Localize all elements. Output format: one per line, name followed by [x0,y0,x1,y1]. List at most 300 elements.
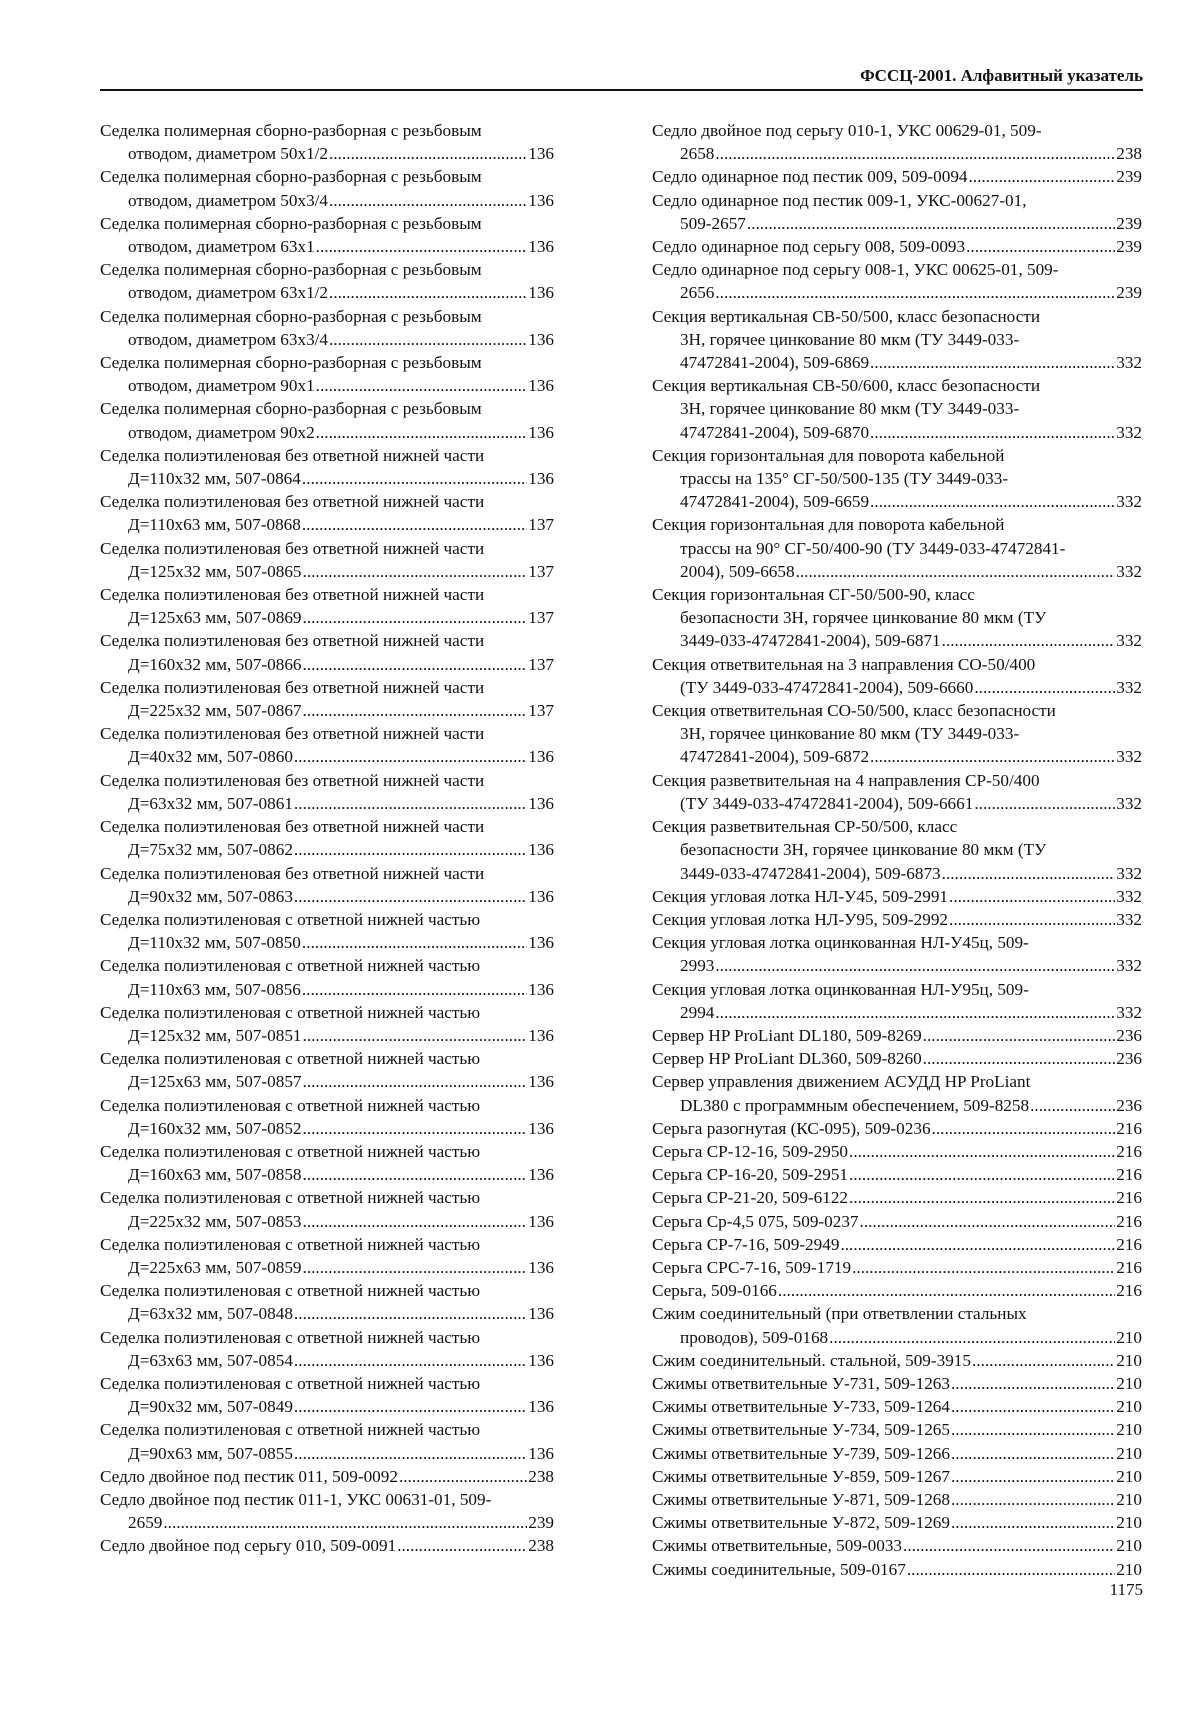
index-entry-text: Сжим соединительный. стальной, 509-3915 [652,1350,971,1370]
index-entry-page: 210 [1116,1397,1142,1417]
dot-leader [951,1465,1115,1488]
index-entry-text: 2004), 509-6658 [680,561,795,581]
index-entry-line [100,1442,554,1465]
index-entry [100,212,554,258]
dot-leader [302,978,527,1001]
index-entry [652,653,1142,699]
index-entry [652,1558,1142,1581]
index-entry-page: 136 [528,979,554,999]
index-entry [652,1302,1142,1348]
dot-leader [294,1302,527,1325]
index-entry-text: Д=75х32 мм, 507-0862 [128,840,293,860]
dot-leader [949,885,1115,908]
index-entry-page: 136 [528,886,554,906]
index-entry [652,815,1142,885]
index-entry-page: 137 [528,515,554,535]
index-entry-line: Седелка полиэтиленовая без ответной нижней части [100,677,485,697]
index-entry-text: Д=160х32 мм, 507-0866 [128,654,302,674]
index-entry-page: 136 [528,793,554,813]
index-entry-page: 332 [1116,909,1142,929]
index-entry-line [652,212,1142,235]
index-entry-page: 137 [528,561,554,581]
dot-leader [302,931,527,954]
index-entry-line [100,421,554,444]
index-entry [652,1372,1142,1395]
index-entry-text: Седло двойное под пестик 011, 509-0092 [100,1466,398,1486]
index-entry-text: 509-2657 [680,213,746,233]
index-entry-page: 136 [528,747,554,767]
index-entry-text: Д=110х32 мм, 507-0850 [128,933,301,953]
index-entry-text: Д=90х32 мм, 507-0863 [128,886,293,906]
index-entry-page: 136 [528,1257,554,1277]
index-entry [652,119,1142,165]
index-entry [652,885,1142,908]
dot-leader [294,1349,527,1372]
index-entry-line: Секция разветвительная СР-50/500, класс [652,817,958,837]
index-entry-text: отводом, диаметром 63х1 [128,237,315,257]
index-entry-page: 332 [1116,353,1142,373]
index-entry-page: 239 [1116,237,1142,257]
index-entry-line: Секция горизонтальная для поворота кабельной [652,515,1005,535]
index-entry-line [652,1465,1142,1488]
index-entry-line [652,1349,1142,1372]
index-entry-text: (ТУ 3449-033-47472841-2004), 509-6661 [680,793,974,813]
index-entry-line [652,1186,1142,1209]
index-entry-line: Секция угловая лотка оцинкованная НЛ-У95ц, 509- [652,979,1029,999]
index-entry-line: Седелка полиэтиленовая с ответной нижней частью [100,909,481,929]
index-entry-text: Д=160х63 мм, 507-0858 [128,1165,302,1185]
index-entry-page: 239 [528,1513,554,1533]
index-entry-line [652,1024,1142,1047]
index-entry [652,1210,1142,1233]
index-entry-line: Седелка полиэтиленовая с ответной нижней частью [100,1420,481,1440]
index-entry-page: 216 [1116,1118,1142,1138]
index-entry-text: 47472841-2004), 509-6659 [680,492,870,512]
dot-leader [932,1117,1116,1140]
dot-leader [829,1326,1115,1349]
index-entry-text: Секция угловая лотка НЛ-У95, 509-2992 [652,909,949,929]
index-entry-text: DL380 с программным обеспечением, 509-8258 [680,1095,1030,1115]
index-entry-text: отводом, диаметром 50х3/4 [128,190,329,210]
index-entry-line [100,281,554,304]
index-entry [100,165,554,211]
index-entry-line: Секция вертикальная СВ-50/500, класс безопасности [652,306,1041,326]
index-entry-line [652,1210,1142,1233]
dot-leader [923,1047,1116,1070]
index-entry-page: 210 [1116,1489,1142,1509]
index-entry-line [100,1256,554,1279]
index-entry-text: отводом, диаметром 50х1/2 [128,144,329,164]
index-entry-page: 238 [528,1466,554,1486]
index-entry-text: Д=125х32 мм, 507-0851 [128,1025,302,1045]
index-entry-text: Сжимы ответвительные У-859, 509-1267 [652,1466,950,1486]
index-entry-line: Седелка полиэтиленовая без ответной нижней части [100,492,485,512]
index-entry-page: 332 [1116,561,1142,581]
dot-leader [972,1349,1115,1372]
dot-leader [303,1070,528,1093]
index-entry-text: Сжимы ответвительные У-739, 509-1266 [652,1443,950,1463]
index-entry [100,119,554,165]
index-entry-line [652,1140,1142,1163]
index-entry-text: (ТУ 3449-033-47472841-2004), 509-6660 [680,677,974,697]
index-entry-text: 2658 [680,144,715,164]
index-entry-text: Д=110х63 мм, 507-0868 [128,515,301,535]
index-entry [100,444,554,490]
index-column-right [652,119,1142,1581]
index-entry-line [100,1465,554,1488]
index-entry-line [652,1047,1142,1070]
index-entry-text: 2656 [680,283,715,303]
index-entry-line: Седелка полиэтиленовая с ответной нижней частью [100,1095,481,1115]
dot-leader [974,676,1115,699]
dot-leader [316,421,528,444]
index-entry-page: 238 [528,1536,554,1556]
index-entry [100,769,554,815]
index-entry-page: 137 [528,701,554,721]
dot-leader [951,1442,1115,1465]
index-entry-line: Седелка полиэтиленовая с ответной нижней частью [100,956,481,976]
index-entry-line: Секция ответвительная СО-50/500, класс безопасности [652,701,1056,721]
index-entry-line [652,1395,1142,1418]
index-entry-line: Седелка полимерная сборно-разборная с резьбовым [100,306,482,326]
index-entry [652,769,1142,815]
index-entry-line: Седелка полиэтиленовая с ответной нижней частью [100,1234,481,1254]
index-entry-line: Секция разветвительная на 4 направления СР-50/400 [652,770,1040,790]
index-entry-page: 216 [1116,1257,1142,1277]
index-entry-page: 216 [1116,1281,1142,1301]
index-entry-text: Серьга СР-16-20, 509-2951 [652,1165,849,1185]
index-entry-line: Седелка полиэтиленовая без ответной нижней части [100,585,485,605]
index-entry [100,1326,554,1372]
dot-leader [860,1210,1116,1233]
dot-leader [329,281,527,304]
index-entry-line [100,328,554,351]
index-entry-page: 210 [1116,1513,1142,1533]
index-entry-text: Серьга Ср-4,5 075, 509-0237 [652,1211,859,1231]
index-entry [652,305,1142,375]
index-entry-line [100,467,554,490]
index-entry-page: 236 [1116,1025,1142,1045]
index-entry [652,1279,1142,1302]
index-entry [652,1256,1142,1279]
dot-leader [870,421,1115,444]
header-title: ФССЦ-2001. Алфавитный указатель [860,66,1143,85]
index-entry-line: 3Н, горячее цинкование 80 мкм (ТУ 3449-033- [680,399,1020,419]
index-entry [652,1442,1142,1465]
index-entry [100,908,554,954]
dot-leader [747,212,1115,235]
index-entry-line [652,1511,1142,1534]
index-entry [652,513,1142,583]
index-entry-line [652,490,1142,513]
dot-leader [942,629,1116,652]
index-entry-line: Седелка полиэтиленовая без ответной нижней части [100,538,485,558]
index-entry-page: 136 [528,329,554,349]
index-entry-line [652,1442,1142,1465]
index-entry-line [652,1488,1142,1511]
index-entry-page: 332 [1116,631,1142,651]
index-entry-line: Седелка полиэтиленовая без ответной нижней части [100,724,485,744]
index-entry [100,1047,554,1093]
index-entry-page: 136 [528,144,554,164]
dot-leader [715,281,1115,304]
index-entry-text: Д=40х32 мм, 507-0860 [128,747,293,767]
index-entry-text: Сервер HP ProLiant DL360, 509-8260 [652,1049,922,1069]
dot-leader [303,1163,528,1186]
index-entry-page: 136 [528,376,554,396]
index-entry-text: 2993 [680,956,715,976]
index-entry [652,583,1142,653]
dot-leader [303,1024,528,1047]
index-entry-line [652,1163,1142,1186]
index-entry [100,351,554,397]
index-entry-page: 137 [528,654,554,674]
index-entry-line [100,142,554,165]
index-entry-text: Серьга СРС-7-16, 509-1719 [652,1257,852,1277]
index-entry [100,1465,554,1488]
index-entry [652,1070,1142,1116]
dot-leader [294,745,527,768]
index-entry-line [652,629,1142,652]
dot-leader [303,1256,528,1279]
index-entry-text: Д=160х32 мм, 507-0852 [128,1118,302,1138]
index-entry [652,374,1142,444]
index-entry-page: 332 [1116,886,1142,906]
index-entry-line [652,676,1142,699]
index-entry-line: Секция ответвительная на 3 направления СО-50/400 [652,654,1036,674]
index-entry-page: 216 [1116,1234,1142,1254]
dot-leader [951,1418,1115,1441]
dot-leader [840,1233,1115,1256]
dot-leader [969,165,1116,188]
index-entry [652,1233,1142,1256]
index-entry-line [100,1070,554,1093]
index-entry-page: 136 [528,1397,554,1417]
index-entry [100,1279,554,1325]
index-entry-line [652,1534,1142,1557]
index-entry-line [100,1511,554,1534]
index-entry-page: 332 [1116,793,1142,813]
index-entry-line: Седло одинарное под пестик 009-1, УКС-00627-01, [652,190,1027,210]
dot-leader [294,838,527,861]
index-entry [652,1117,1142,1140]
index-entry-page: 136 [528,237,554,257]
index-entry-page: 332 [1116,863,1142,883]
dot-leader [951,1488,1115,1511]
index-entry-text: Сжимы ответвительные У-871, 509-1268 [652,1489,950,1509]
index-entry-text: Д=125х63 мм, 507-0857 [128,1072,302,1092]
index-entry [652,258,1142,304]
index-entry [652,1163,1142,1186]
index-entry [100,1233,554,1279]
index-entry-line [652,165,1142,188]
index-entry-page: 136 [528,840,554,860]
index-entry-page: 136 [528,1165,554,1185]
index-entry [652,978,1142,1024]
index-entry-text: Седло двойное под серьгу 010, 509-0091 [100,1536,397,1556]
index-entry-line: Седелка полиэтиленовая с ответной нижней частью [100,1188,481,1208]
index-entry-line: Седелка полиэтиленовая с ответной нижней частью [100,1049,481,1069]
index-entry-text: Д=225х63 мм, 507-0859 [128,1257,302,1277]
index-entry-line [100,560,554,583]
index-entry-line: трассы на 135° СГ-50/500-135 (ТУ 3449-033- [680,469,1009,489]
index-entry-line [652,560,1142,583]
index-entry-page: 239 [1116,283,1142,303]
index-entry-line [100,792,554,815]
index-entry-page: 332 [1116,747,1142,767]
index-entry-line: трассы на 90° СГ-50/400-90 (ТУ 3449-033-47472841- [680,538,1066,558]
index-entry-page: 210 [1116,1466,1142,1486]
dot-leader [399,1465,527,1488]
index-entry-page: 210 [1116,1327,1142,1347]
index-entry-line: Секция угловая лотка оцинкованная НЛ-У45ц, 509- [652,933,1029,953]
index-entry-line [100,235,554,258]
index-entry-page: 136 [528,190,554,210]
index-entry-text: Сжимы соединительные, 509-0167 [652,1559,906,1579]
index-entry [100,1534,554,1557]
index-entry-page: 210 [1116,1443,1142,1463]
index-entry-page: 136 [528,1211,554,1231]
index-entry-page: 210 [1116,1420,1142,1440]
index-entry-line: Седелка полиэтиленовая с ответной нижней частью [100,1327,481,1347]
dot-leader [303,653,528,676]
dot-leader [302,513,527,536]
index-entry-line [100,1024,554,1047]
index-entry-page: 136 [528,1443,554,1463]
index-entry-line [100,1395,554,1418]
index-entry-line [652,1094,1142,1117]
dot-leader [294,792,527,815]
index-entry-line [100,374,554,397]
index-entry [100,1418,554,1464]
index-entry-text: Сжимы ответвительные У-872, 509-1269 [652,1513,950,1533]
index-entry-line: Седелка полимерная сборно-разборная с резьбовым [100,167,482,187]
index-entry-page: 216 [1116,1188,1142,1208]
index-entry-page: 136 [528,1118,554,1138]
index-entry-text: 47472841-2004), 509-6872 [680,747,870,767]
index-entry-line: безопасности 3Н, горячее цинкование 80 мкм (ТУ [680,840,1047,860]
index-entry-line [100,653,554,676]
dot-leader [949,908,1115,931]
index-entry-text: 47472841-2004), 509-6869 [680,353,870,373]
index-entry [100,1001,554,1047]
index-entry-text: 3449-033-47472841-2004), 509-6873 [680,863,941,883]
index-column-left [100,119,554,1558]
index-entry-line: Седелка полиэтиленовая без ответной нижней части [100,817,485,837]
index-entry-line [100,513,554,536]
index-entry-text: Д=125х63 мм, 507-0869 [128,608,302,628]
index-entry [100,722,554,768]
index-entry-line: Седелка полиэтиленовая с ответной нижней частью [100,1002,481,1022]
index-entry [652,235,1142,258]
index-entry-line [652,1001,1142,1024]
dot-leader [923,1024,1116,1047]
index-entry [652,1349,1142,1372]
dot-leader [951,1372,1115,1395]
dot-leader [870,351,1115,374]
index-entry [100,1186,554,1232]
index-entry-text: Серьга СР-12-16, 509-2950 [652,1141,849,1161]
index-entry [652,1140,1142,1163]
index-entry-text: Сжимы ответвительные У-731, 509-1263 [652,1373,950,1393]
index-entry-page: 216 [1116,1141,1142,1161]
index-entry-line [652,281,1142,304]
index-entry-text: Сжимы ответвительные У-733, 509-1264 [652,1397,950,1417]
dot-leader [849,1163,1115,1186]
index-entry-line [100,699,554,722]
index-entry-line: Седло двойное под пестик 011-1, УКС 00631-01, 509- [100,1489,492,1509]
index-entry-line: Седелка полимерная сборно-разборная с резьбовым [100,121,482,140]
index-entry-line [652,1279,1142,1302]
index-entry-line [100,838,554,861]
index-entry-text: Серьга разогнутая (КС-095), 509-0236 [652,1118,931,1138]
dot-leader [397,1534,527,1557]
index-entry-line [652,792,1142,815]
index-entry-page: 239 [1116,167,1142,187]
index-entry-text: Д=90х63 мм, 507-0855 [128,1443,293,1463]
index-entry-page: 137 [528,608,554,628]
index-entry-text: отводом, диаметром 63х1/2 [128,283,329,303]
index-entry-line [100,1349,554,1372]
index-entry [100,815,554,861]
index-entry-line: Сервер управления движением АСУДД HP ProLiant [652,1072,1031,1092]
index-entry-text: 2659 [128,1513,163,1533]
dot-leader [329,189,527,212]
index-entry-page: 136 [528,422,554,442]
running-header [100,66,1143,91]
index-entry-page: 136 [528,1304,554,1324]
index-entry [652,444,1142,514]
index-entry [652,931,1142,977]
index-entry-text: Седло одинарное под пестик 009, 509-0094 [652,167,968,187]
index-entry-line: Секция горизонтальная для поворота кабельной [652,445,1005,465]
index-entry [652,908,1142,931]
index-entry-line [652,1558,1142,1581]
index-entry-line [100,1534,554,1557]
index-entry-line [100,189,554,212]
dot-leader [870,490,1115,513]
index-entry [100,1372,554,1418]
index-entry-page: 332 [1116,956,1142,976]
index-entry [100,258,554,304]
dot-leader [849,1186,1115,1209]
dot-leader [163,1511,527,1534]
index-entry-text: Сервер HP ProLiant DL180, 509-8269 [652,1025,922,1045]
index-entry-line [652,1117,1142,1140]
index-entry-line: Седелка полимерная сборно-разборная с резьбовым [100,213,482,233]
index-entry-line: Седелка полимерная сборно-разборная с резьбовым [100,260,482,280]
dot-leader [303,1210,528,1233]
index-entry-page: 136 [528,933,554,953]
dot-leader [852,1256,1115,1279]
index-entry-page: 136 [528,283,554,303]
index-entry-page: 136 [528,469,554,489]
index-entry [652,189,1142,235]
index-entry-text: Серьга СР-7-16, 509-2949 [652,1234,840,1254]
index-entry-text: Д=225х32 мм, 507-0867 [128,701,302,721]
index-entry [100,537,554,583]
index-entry-page: 332 [1116,422,1142,442]
index-entry-line [100,978,554,1001]
index-entry-text: Сжимы ответвительные, 509-0033 [652,1536,903,1556]
index-entry-line [652,1372,1142,1395]
dot-leader [942,862,1116,885]
index-entry-text: Д=90х32 мм, 507-0849 [128,1397,293,1417]
index-entry-page: 332 [1116,1002,1142,1022]
dot-leader [329,328,527,351]
index-entry-page: 210 [1116,1536,1142,1556]
index-entry-line [100,1302,554,1325]
